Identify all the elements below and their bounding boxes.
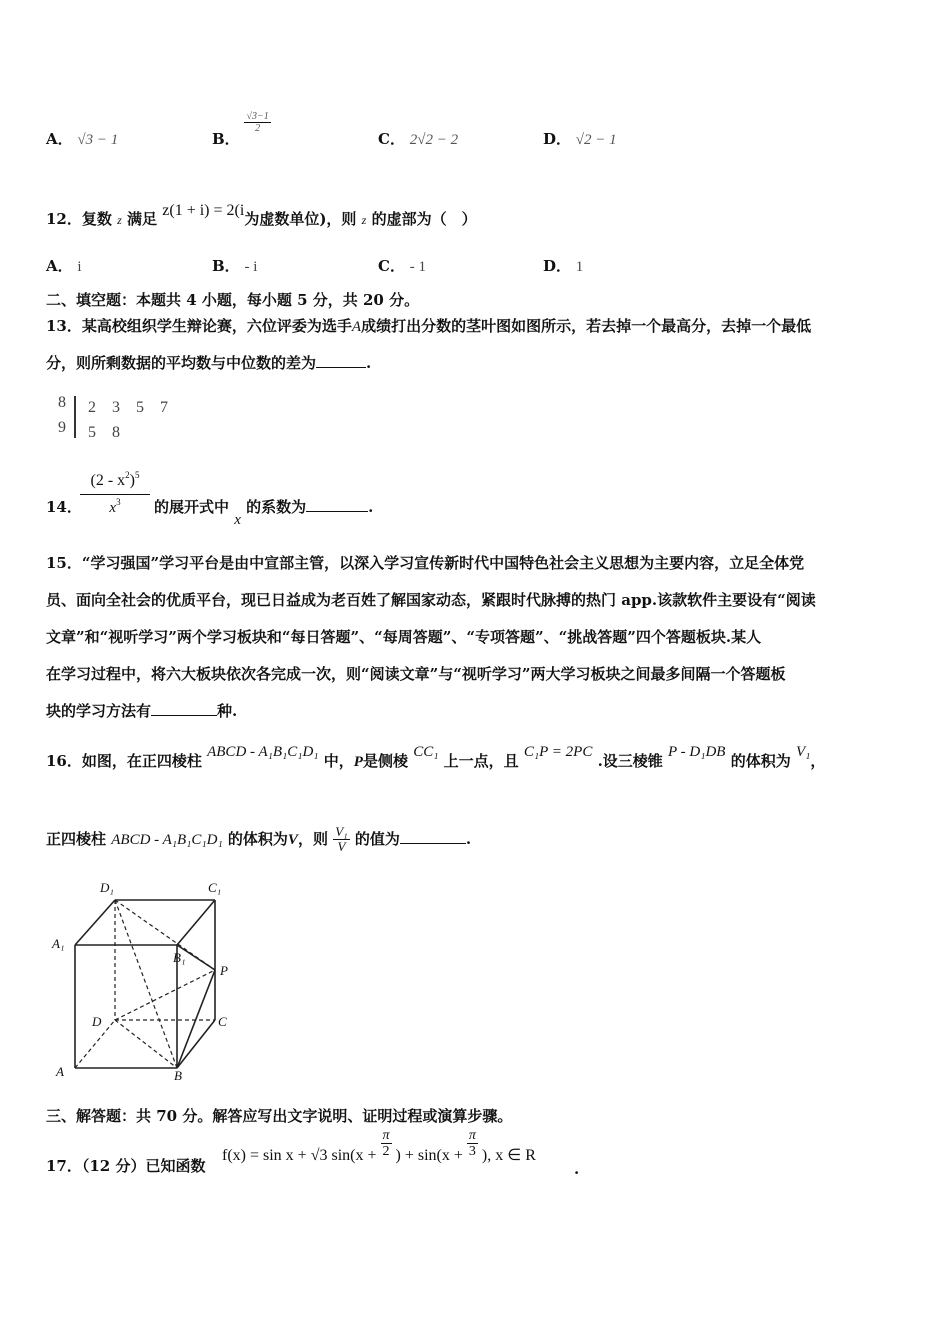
fraction-numerator: V₁ [335, 824, 348, 839]
exponent: 5 [134, 470, 140, 480]
stem: 8 [58, 394, 66, 411]
text-line: 文章”和“视听学习”两个学习板块和“每日答题”、“每周答题”、“专项答题”、“挑战答题”四个答题板块.某人 [46, 628, 762, 646]
text: 种. [217, 702, 238, 720]
denominator-base: x [109, 500, 117, 516]
text: 正四棱柱 [46, 829, 107, 848]
edge-a1-d1 [75, 900, 115, 945]
leaves: 2 3 5 7 [88, 399, 169, 416]
text: 中， [323, 752, 354, 770]
math-pyramid: P - D₁DB [668, 744, 726, 760]
fraction-denominator: 2 [255, 122, 261, 134]
section-heading: 二、填空题：本题共 4 小题，每小题 5 分，共 20 分。 [46, 291, 420, 309]
pi-over-2 [381, 1128, 392, 1160]
question-number: 12． [46, 210, 82, 228]
option-value: 1 [575, 259, 584, 275]
text-line: 15．“学习强国”学习平台是由中宣部主管，以深入学习宣传新时代中国特色社会主义思想为主要内容，立足全体党 [46, 554, 805, 572]
exponent: 2 [125, 470, 130, 480]
function-part: f(x) = sin x + √3 sin(x + [222, 1146, 377, 1164]
prism-figure [40, 870, 250, 1085]
option-value: 2√2 − 2 [409, 132, 459, 148]
var-a: A [351, 319, 362, 335]
equation: z(1 + i) = 2(i [162, 202, 245, 219]
text: 的展开式中 [154, 498, 230, 516]
label-b1: B₁ [173, 950, 186, 965]
math-prism: ABCD - A₁B₁C₁D₁ [111, 831, 223, 848]
text: 块的学习方法有 [46, 702, 152, 720]
text: 分，则所剩数据的平均数与中位数的差为 [46, 354, 317, 372]
stem-row [58, 419, 121, 441]
function-part: ), x ∈ R [481, 1146, 536, 1164]
hidden-d-b [115, 1020, 177, 1068]
stem-row [58, 394, 169, 416]
q12-option-c [378, 255, 426, 276]
q12-stem [46, 202, 477, 229]
math-prism: ABCD - A₁B₁C₁D₁ [207, 744, 319, 760]
math-v1: V₁ [795, 744, 811, 760]
text: 复数 [81, 210, 112, 228]
math-ratio: C₁P = 2PC [523, 744, 593, 760]
pi-over-3 [467, 1128, 478, 1160]
text: 是侧棱 [362, 752, 408, 770]
fraction-numerator: π [468, 1128, 476, 1143]
var-z: z [117, 213, 122, 227]
text-line: 员、面向全社会的优质平台，现已日益成为老百姓了解国家动态，紧跟时代脉搏的热门 app.该款软件主要设有“阅读 [46, 591, 816, 609]
text: 为虚数单位)，则 [244, 210, 357, 228]
hidden-d1-b [115, 900, 177, 1068]
fraction-denominator: 3 [468, 1144, 476, 1160]
fraction-numerator [80, 470, 150, 495]
answer-blank[interactable] [151, 701, 217, 716]
volume-ratio-fraction [333, 825, 349, 855]
text: 上一点，且 [443, 752, 519, 770]
text: 16．如图，在正四棱柱 [46, 752, 202, 770]
label-a1: A₁ [52, 936, 65, 951]
fraction-denominator [80, 495, 150, 517]
answer-blank[interactable] [316, 353, 366, 368]
exponent: 3 [116, 497, 121, 507]
text: 的体积为 [227, 829, 288, 848]
label-b: B [174, 1068, 182, 1083]
q16-line1 [46, 744, 826, 771]
option-value: √3 − 1 [77, 132, 119, 148]
fraction-numerator: π [382, 1128, 390, 1143]
text: 的系数为 [246, 498, 307, 516]
text-line: 在学习过程中，将六大板块依次各完成一次，则“阅读文章”与“视听学习”两大学习板块之间最多间隔一个答题板 [46, 665, 786, 683]
option-letter: A． [46, 130, 73, 148]
hidden-d-p [115, 970, 215, 1020]
q11-option-c [378, 128, 458, 149]
text: 成绩打出分数的茎叶图如图所示，若去掉一个最高分，去掉一个最低 [361, 317, 812, 335]
label-d: D [92, 1014, 102, 1029]
math-edge: CC₁ [413, 744, 439, 760]
q11-option-d [543, 128, 617, 149]
label-a: A [56, 1064, 64, 1079]
option-value: i [77, 259, 82, 275]
text: . [368, 498, 374, 516]
fraction-denominator: 2 [382, 1144, 390, 1160]
option-letter: A． [46, 257, 73, 275]
option-letter: C． [378, 130, 405, 148]
option-letter: C． [378, 257, 405, 275]
fraction-numerator: √3−1 [246, 110, 269, 122]
q12-option-a [46, 255, 82, 276]
function-part: ) + sin(x + [395, 1146, 463, 1164]
text: 的体积为 [730, 752, 791, 770]
option-fraction [244, 111, 270, 134]
q11-option-b [212, 110, 271, 148]
text: .设三棱锥 [597, 752, 663, 770]
option-letter: D． [543, 257, 572, 275]
q13-line1 [46, 315, 811, 336]
option-value: - 1 [409, 259, 426, 275]
option-value: √2 − 1 [575, 132, 617, 148]
stem-divider [74, 396, 76, 438]
var-p: P [353, 754, 363, 770]
text: 13．某高校组织学生辩论赛，六位评委为选手 [46, 317, 352, 335]
text: ，则 [297, 829, 328, 848]
text: . [366, 354, 372, 372]
q11-option-a [46, 128, 118, 149]
label-c1: C₁ [208, 880, 222, 895]
option-letter: D． [543, 130, 572, 148]
q16-line2 [46, 825, 471, 855]
answer-blank[interactable] [400, 829, 466, 844]
q12-option-d [543, 255, 583, 276]
label-c: C [218, 1014, 227, 1029]
option-letter: B． [212, 257, 240, 275]
var-x: x [234, 512, 241, 528]
q14-text [154, 496, 374, 528]
label-p: P [220, 963, 228, 978]
section-heading: 三、解答题：共 70 分。解答应写出文字说明、证明过程或演算步骤。 [46, 1107, 513, 1125]
text: 满足 [127, 210, 158, 228]
text: 的值为 [354, 829, 400, 848]
edge-b-c [177, 1020, 215, 1068]
q17-stem [46, 1155, 205, 1176]
q13-line2 [46, 352, 371, 373]
numerator-base: (2 - x [90, 472, 126, 489]
option-letter: B． [212, 130, 240, 148]
text: 17．（12 分）已知函数 [46, 1157, 206, 1175]
q17-end: . [574, 1160, 580, 1178]
var-z: z [361, 213, 367, 227]
var-v: V [287, 831, 298, 848]
option-value: - i [244, 259, 258, 275]
edge-b1-c1 [177, 900, 215, 945]
q14-number: 14． [46, 498, 82, 516]
q17-function [222, 1128, 536, 1164]
text: . [465, 829, 472, 848]
text: 的虚部为（ ） [371, 210, 477, 228]
q14-fraction [80, 470, 150, 517]
numerator-close: ) [129, 472, 135, 489]
label-d1: D₁ [100, 880, 114, 895]
edge-b-p [177, 970, 215, 1068]
q12-option-b [212, 255, 257, 276]
q15-paragraph [46, 545, 906, 730]
text-line [46, 693, 906, 730]
leaves: 5 8 [88, 424, 121, 441]
stem: 9 [58, 419, 66, 436]
fraction-denominator: V [337, 839, 346, 855]
text: ， [810, 752, 826, 770]
answer-blank[interactable] [306, 497, 368, 512]
